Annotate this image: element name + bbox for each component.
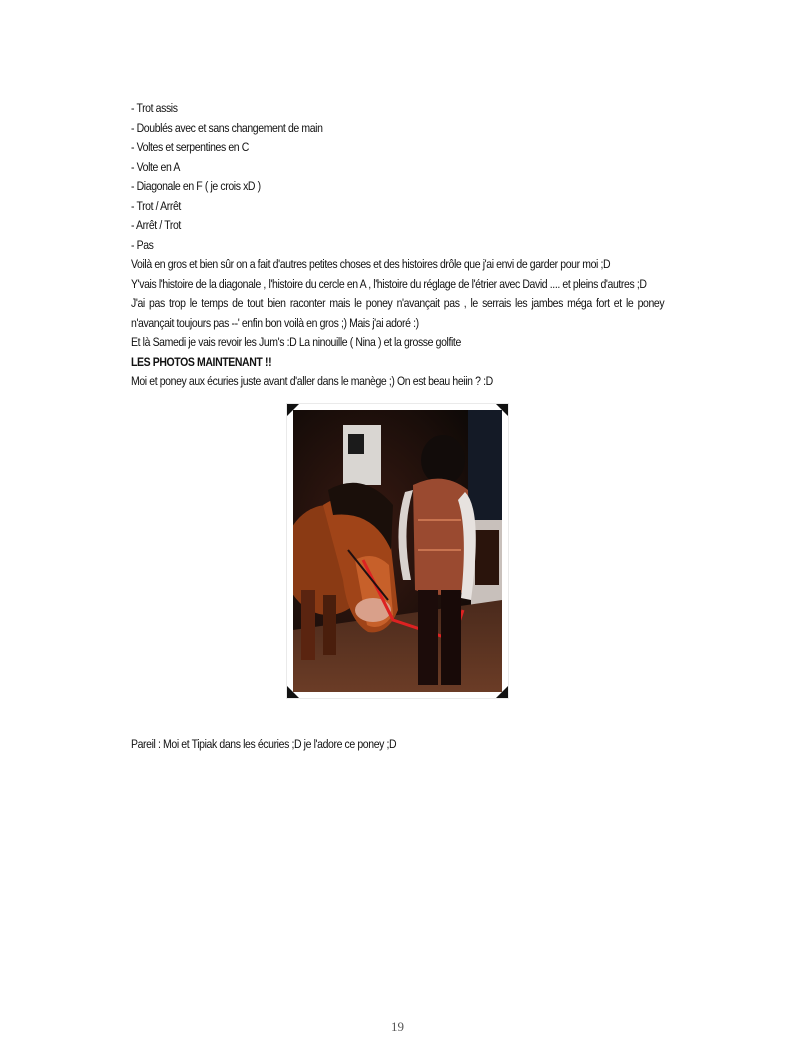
body-text (131, 99, 664, 392)
list-item: - Diagonale en F ( je crois xD ) (131, 179, 261, 193)
photo-corner (287, 404, 299, 416)
photo-corner (496, 686, 508, 698)
paragraph: J'ai pas trop le temps de tout bien raconter mais le poney n'avançait pas , le serrais les jambes méga fort et le poney n'avançait toujours pas --' enfin bon voilà en gros ;) Mais j'ai adoré :) (131, 296, 665, 330)
list-item: - Trot assis (131, 101, 178, 115)
photos-heading: LES PHOTOS MAINTENANT !! (131, 354, 272, 369)
paragraph: Voilà en gros et bien sûr on a fait d'autres petites choses et des histoires drôle que j'ai envi de garder pour moi ;D (131, 257, 611, 271)
list-item: - Voltes et serpentines en C (131, 140, 249, 154)
list-item: - Doublés avec et sans changement de main (131, 120, 323, 135)
photo-corner (287, 686, 299, 698)
list-item: - Arrêt / Trot (131, 218, 181, 232)
list-item: - Pas (131, 237, 154, 252)
paragraph: Y'vais l'histoire de la diagonale , l'histoire du cercle en A , l'histoire du réglage de l'étrier avec David .... et pleins d'autres ;D (131, 276, 647, 291)
photo-caption: Moi et poney aux écuries juste avant d'aller dans le manège ;) On est beau heiin ? :D (131, 374, 493, 388)
horse-photo (293, 410, 502, 692)
page-number: 19 (391, 1019, 404, 1034)
photo-caption: Pareil : Moi et Tipiak dans les écuries ;D je l'adore ce poney ;D (131, 737, 397, 751)
photo-frame (287, 404, 508, 698)
paragraph: Et là Samedi je vais revoir les Jum's :D La ninouille ( Nina ) et la grosse golfite (131, 335, 461, 349)
list-item: - Trot / Arrêt (131, 198, 181, 213)
list-item: - Volte en A (131, 159, 180, 174)
photo-corner (496, 404, 508, 416)
